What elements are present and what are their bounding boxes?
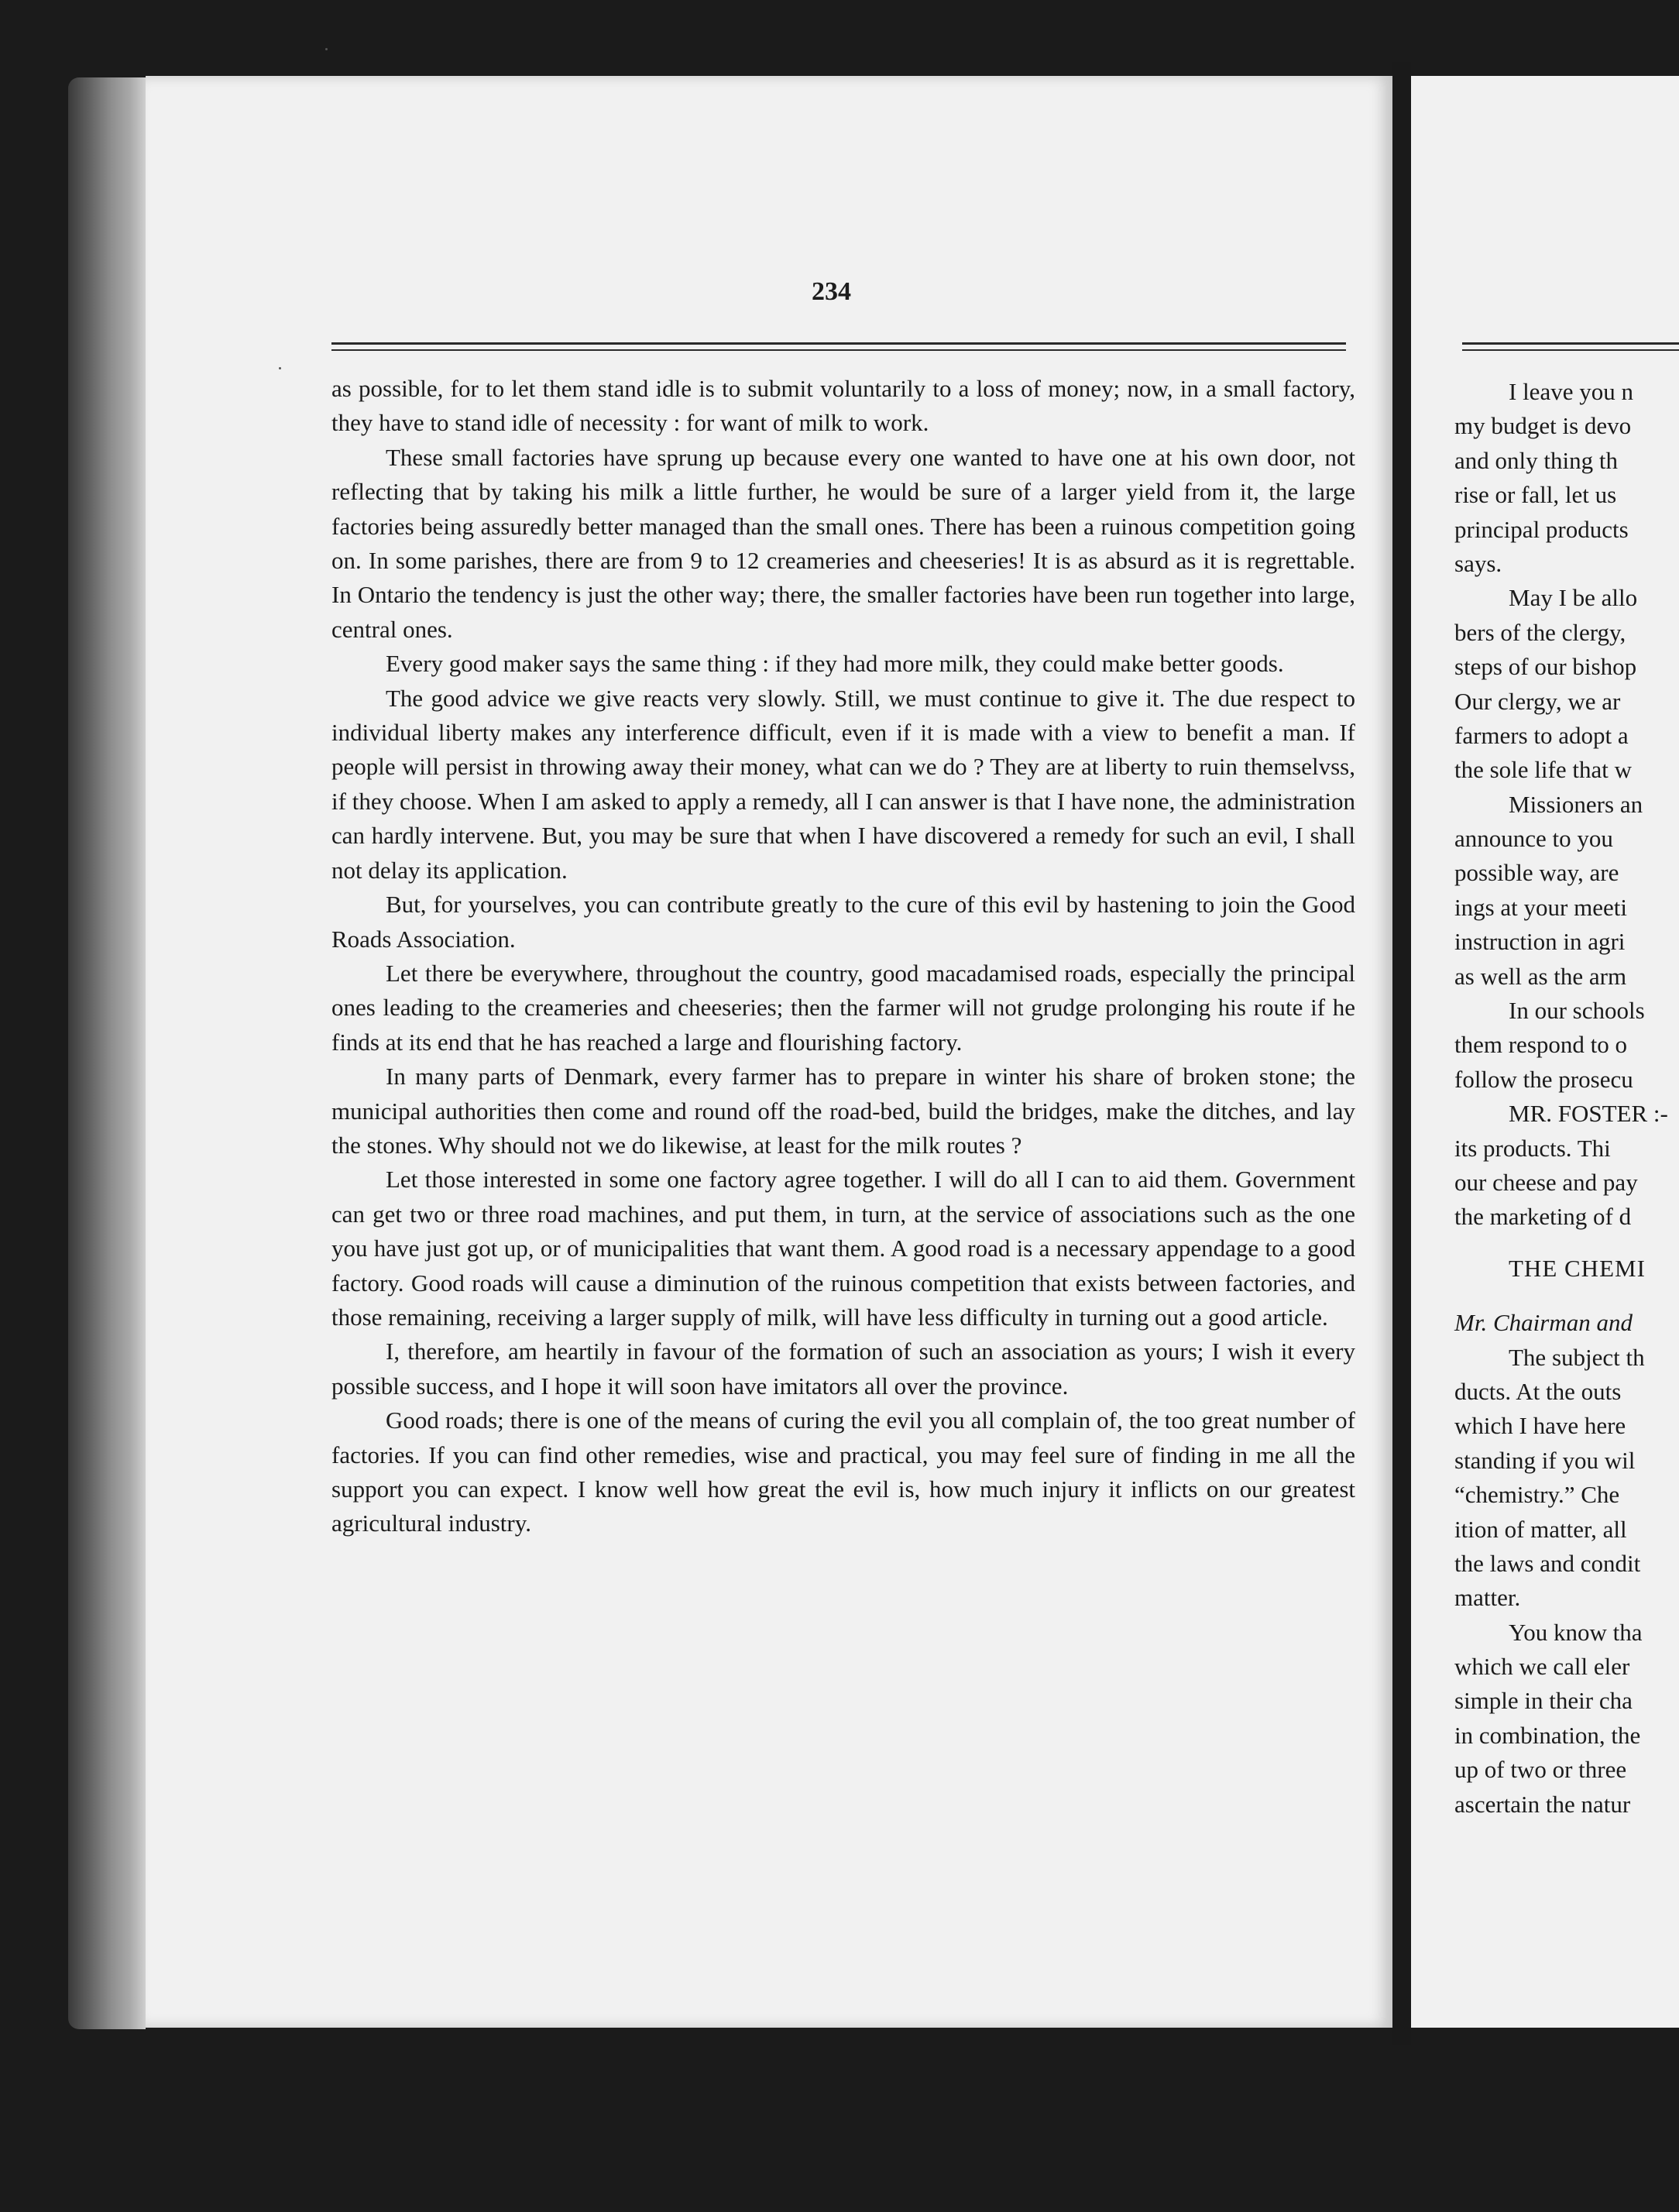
section-heading: THE CHEMI (1509, 1254, 1646, 1282)
paragraph: In many parts of Denmark, every farmer has to prepare in winter his share of broken stone; the municipal authorities then come and round off the road-bed, build the bridges, make the ditches, and lay the stones. Why should not we do likewise, at least for the milk routes ? (331, 1063, 1355, 1159)
text-line: up of two or three (1454, 1756, 1627, 1784)
text-line: in combination, the (1454, 1721, 1641, 1749)
text-line: the marketing of d (1454, 1203, 1632, 1231)
text-line: announce to you (1454, 825, 1613, 853)
dust-speck (325, 48, 328, 50)
text-line: instruction in agri (1454, 928, 1626, 956)
text-line: ducts. At the outs (1454, 1377, 1622, 1405)
text-line: our cheese and pay (1454, 1168, 1638, 1196)
text-line: follow the prosecu (1454, 1065, 1633, 1093)
text-line: The subject th (1509, 1343, 1645, 1371)
header-rule-thin (331, 349, 1346, 351)
text-line: Our clergy, we ar (1454, 687, 1621, 715)
header-rule (331, 342, 1346, 345)
text-line: simple in their cha (1454, 1687, 1633, 1715)
paragraph: Let those interested in some one factory agree together. I will do all I can to aid them. Government can get two or three road machines, and put them, in turn, at the service of associations such as the one you have just got up, or of municipalities that want them. A good road is a necessary appendage to a good factory. Good roads will cause a diminution of the ruinous competition that exists between factories, and those remaining, receiving a larger supply of milk, will have less difficulty in turning out a good article. (331, 1166, 1355, 1331)
left-page-text (331, 372, 1355, 1541)
paragraph: I, therefore, am heartily in favour of the formation of such an association as yours; I wish it every possible success, and I hope it will soon have imitators all over the province. (331, 1338, 1355, 1400)
text-line: standing if you wil (1454, 1446, 1636, 1474)
text-line: ings at your meeti (1454, 893, 1627, 921)
text-line: ascertain the natur (1454, 1790, 1631, 1818)
paragraph: as possible, for to let them stand idle is to submit voluntarily to a loss of money; now, in a small factory, they have to stand idle of necessity : for want of milk to work. (331, 375, 1355, 437)
text-line: the sole life that w (1454, 756, 1632, 784)
text-line: possible way, are (1454, 859, 1619, 887)
right-page-text (1454, 375, 1679, 1822)
text-line: principal products (1454, 515, 1629, 543)
text-line: my budget is devo (1454, 412, 1632, 440)
dust-speck (279, 367, 281, 369)
text-line: says. (1454, 549, 1502, 577)
text-line: the laws and condit (1454, 1549, 1641, 1577)
text-line: Missioners an (1509, 790, 1643, 818)
text-line: steps of our bishop (1454, 653, 1637, 681)
right-header-rule-thin (1462, 349, 1679, 351)
text-line: them respond to o (1454, 1031, 1627, 1059)
right-header-rule (1462, 342, 1679, 345)
text-line: as well as the arm (1454, 962, 1627, 990)
paragraph: Every good maker says the same thing : if they had more milk, they could make better goods. (386, 650, 1284, 678)
paragraph: The good advice we give reacts very slowly. Still, we must continue to give it. The due respect to individual liberty makes any interference difficult, even if it is made with a view to benefit a man. If people will persist in throwing away their money, what can we do ? They are at liberty to ruin themselvss, if they choose. When I am asked to apply a remedy, all I can answer is that I have none, the administration can hardly intervene. But, you may be sure that when I have discovered a remedy for such an evil, I shall not delay its application. (331, 684, 1355, 884)
text-line: which we call eler (1454, 1653, 1630, 1681)
book-spine-edge (68, 77, 146, 2029)
text-line: May I be allo (1509, 584, 1638, 612)
text-line: which I have here (1454, 1412, 1626, 1440)
page-gutter (1392, 62, 1411, 2045)
page-number: 234 (812, 277, 851, 306)
text-line: bers of the clergy, (1454, 618, 1626, 646)
text-line: I leave you n (1509, 378, 1633, 405)
paragraph: These small factories have sprung up because every one wanted to have one at his own door, not reflecting that by taking his milk a little further, he would be sure of a larger yield from it, the large factories being assuredly better managed than the small ones. There has been a ruinous competition going on. In some parishes, there are from 9 to 12 creameries and cheeseries! It is as absurd as it is regrettable. In Ontario the tendency is just the other way; there, the smaller factories have been run together into large, central ones. (331, 443, 1355, 643)
paragraph: But, for yourselves, you can contribute greatly to the cure of this evil by hastening to join the Good Roads Association. (331, 891, 1355, 953)
text-line: rise or fall, let us (1454, 481, 1617, 509)
paragraph: Let there be everywhere, throughout the country, good macadamised roads, especially the principal ones leading to the creameries and cheeseries; then the farmer will not grudge prolonging his route if he finds at its end that he has reached a large and flourishing factory. (331, 959, 1355, 1056)
text-line: In our schools (1509, 997, 1645, 1025)
paragraph: Good roads; there is one of the means of curing the evil you all complain of, the too great number of factories. If you can find other remedies, wise and practical, you may feel sure of finding in me all the support you can expect. I know well how great the evil is, how much injury it inflicts on our greatest agricultural industry. (331, 1407, 1355, 1537)
text-line: Mr. Chairman and (1454, 1309, 1633, 1337)
text-line: its products. Thi (1454, 1134, 1611, 1162)
text-line: ition of matter, all (1454, 1515, 1627, 1543)
text-line: farmers to adopt a (1454, 721, 1629, 749)
text-line: “chemistry.” Che (1454, 1481, 1620, 1509)
text-line: matter. (1454, 1584, 1521, 1612)
text-line: You know tha (1509, 1618, 1643, 1646)
text-line: MR. FOSTER :- (1509, 1100, 1668, 1128)
text-line: and only thing th (1454, 446, 1618, 474)
